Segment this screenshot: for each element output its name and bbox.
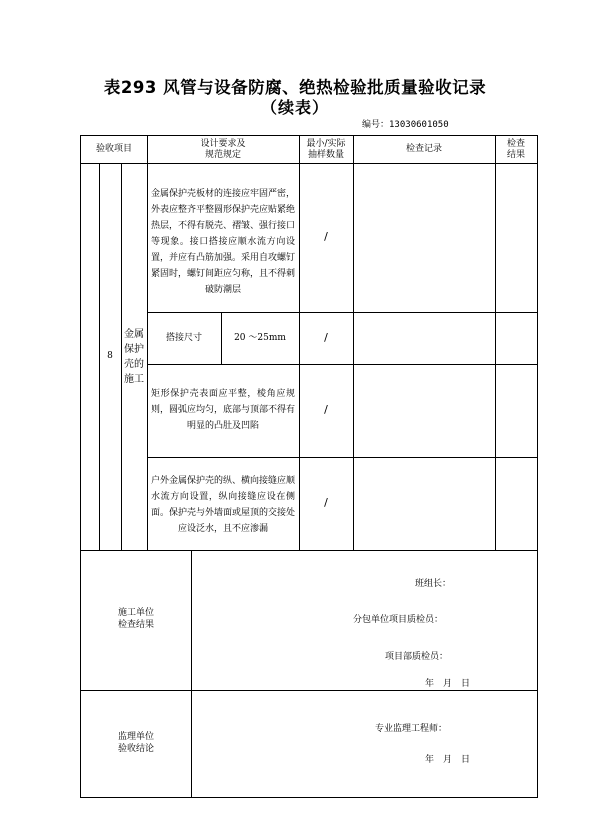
construction-unit-label: 施工单位 检查结果 — [117, 608, 154, 630]
doc-no-value: 13030601050 — [389, 120, 449, 130]
construction-date: 年 月 日 — [425, 679, 471, 689]
doc-no-label: 编号： — [362, 120, 390, 130]
document-number — [362, 117, 449, 130]
grid-line — [353, 136, 354, 550]
sample-count: / — [324, 330, 328, 344]
header-item: 验收项目 — [95, 144, 132, 155]
lap-size-label: 搭接尺寸 — [165, 332, 202, 343]
team-leader-signature: 班组长： — [415, 579, 452, 589]
grid-line — [191, 550, 192, 797]
header-record: 检查记录 — [405, 144, 442, 155]
section-name: 金属 保护 壳的 施工 — [124, 328, 144, 385]
sample-count: / — [324, 496, 328, 510]
requirement-text: 矩形保护壳表面应平整，棱角应规则，圆弧应均匀，底部与顶部不得有明显的凸肚及凹陷 — [151, 389, 296, 431]
project-inspector-signature: 项目部质检员： — [385, 652, 449, 662]
requirement-text: 金属保护壳板材的连接应牢固严密，外表应整齐平整圆形保护壳应贴紧绝热层，不得有脱壳、褶皱、强行接口等现象。接口搭接应顺水流方向设置，并应有凸筋加强。采用自攻螺钉紧固时，螺钉间距应匀称，且不得刺破防潮层 — [151, 189, 296, 295]
lap-size-value: 20 ～25mm — [234, 332, 286, 343]
page-subtitle: （续表） — [260, 98, 329, 117]
sample-count: / — [324, 403, 328, 417]
requirement-text: 户外金属保护壳的纵、横向接缝应顺水流方向设置，纵向接缝应设在侧面。保护壳与外墙面或屋顶的交接处应设泛水，且不应渗漏 — [151, 476, 296, 534]
header-sample: 最小/实际 抽样数量 — [306, 139, 346, 160]
header-result: 检查 结果 — [506, 139, 525, 160]
supervision-date: 年 月 日 — [425, 755, 471, 765]
sample-count: / — [324, 230, 328, 244]
header-requirement: 设计要求及 规范规定 — [200, 139, 246, 160]
supervision-unit-label: 监理单位 验收结论 — [117, 731, 154, 754]
supervision-engineer-signature: 专业监理工程师： — [375, 724, 448, 734]
inspection-table — [80, 135, 538, 798]
grid-line — [495, 136, 496, 550]
sub-inspector-signature: 分包单位项目质检员： — [353, 615, 444, 625]
section-number: 8 — [107, 351, 113, 362]
page-title: 表293 风管与设备防腐、绝热检验批质量验收记录 — [103, 78, 487, 97]
